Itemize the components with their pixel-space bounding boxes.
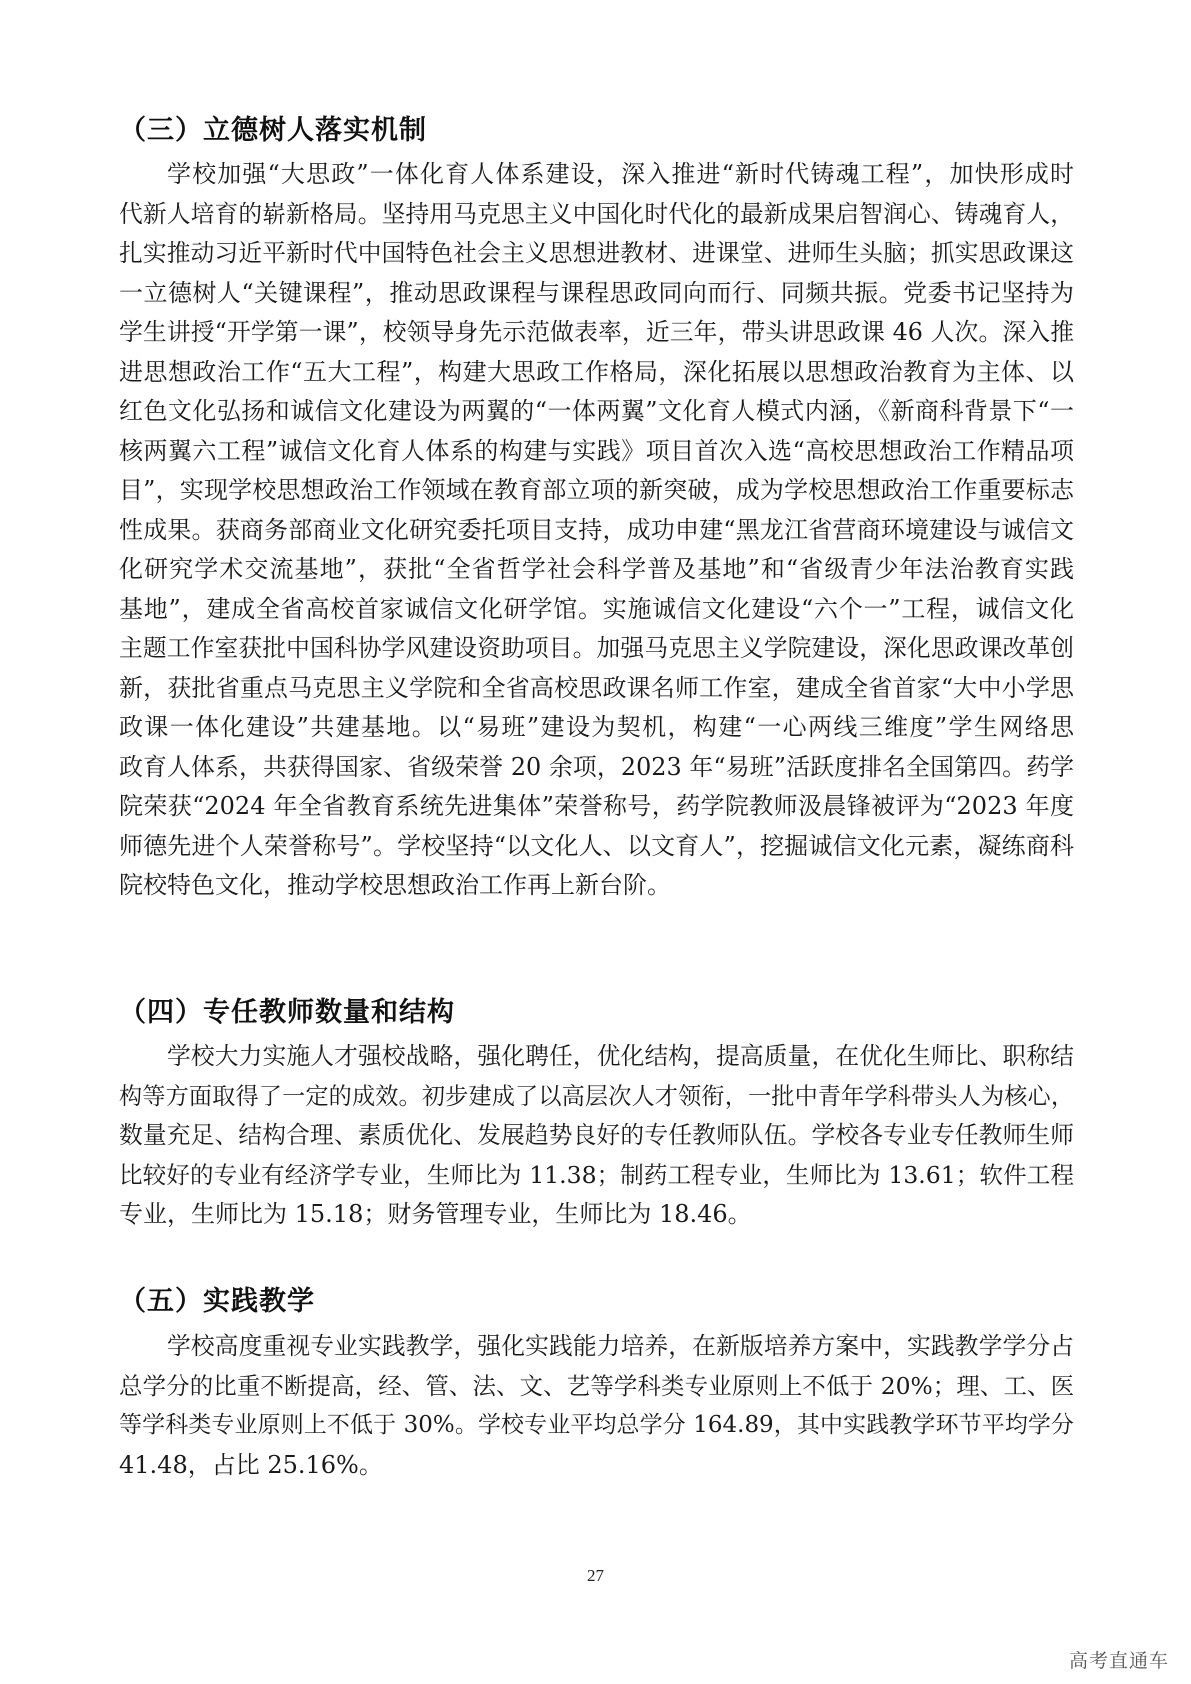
paragraph-line: 性成果。获商务部商业文化研究委托项目支持，成功申建“黑龙江省营商环境建设与诚信文 <box>119 515 1074 544</box>
paragraph-line: 比较好的专业有经济学专业，生师比为 11.38；制药工程专业，生师比为 13.61；软件工程 <box>119 1160 1074 1189</box>
paragraph-line: 师德先进个人荣誉称号”。学校坚持“以文化人、以文育人”，挖掘诚信文化元素，凝练商科 <box>119 831 1074 860</box>
section-heading-4: （四）专任教师数量和结构 <box>119 997 455 1028</box>
paragraph-line: 一立德树人“关键课程”，推动思政课程与课程思政同向而行、同频共振。党委书记坚持为 <box>119 278 1074 307</box>
paragraph-line: 构等方面取得了一定的成效。初步建成了以高层次人才领衔，一批中青年学科带头人为核心， <box>119 1082 1074 1110</box>
paragraph-line: 学校大力实施人才强校战略，强化聘任，优化结构，提高质量，在优化生师比、职称结 <box>167 1042 1074 1070</box>
section-heading-3: （三）立德树人落实机制 <box>119 115 427 146</box>
paragraph-line: 学校高度重视专业实践教学，强化实践能力培养，在新版培养方案中，实践教学学分占 <box>167 1332 1074 1360</box>
section-5-paragraph <box>119 1327 1074 1485</box>
paragraph-line: 代新人培育的崭新格局。坚持用马克思主义中国化时代化的最新成果启智润心、铸魂育人， <box>119 199 1074 228</box>
paragraph-line: 41.48，占比 25.16%。 <box>119 1450 383 1479</box>
section-3-paragraph <box>119 155 1074 906</box>
paragraph-line: 基地”，建成全省高校首家诚信文化研学馆。实施诚信文化建设“六个一”工程，诚信文化 <box>119 594 1074 623</box>
paragraph-line: 主题工作室获批中国科协学风建设资助项目。加强马克思主义学院建设，深化思政课改革创 <box>119 634 1074 662</box>
page-number: 27 <box>587 1566 604 1585</box>
paragraph-line: 政课一体化建设”共建基地。以“易班”建设为契机，构建“一心两线三维度”学生网络思 <box>119 713 1074 741</box>
paragraph-line: 红色文化弘扬和诚信文化建设为两翼的“一体两翼”文化育人模式内涵，《新商科背景下“一 <box>119 397 1074 425</box>
paragraph-line: 核两翼六工程”诚信文化育人体系的构建与实践》项目首次入选“高校思想政治工作精品项 <box>119 436 1074 465</box>
paragraph-line: 学校加强“大思政”一体化育人体系建设，深入推进“新时代铸魂工程”，加快形成时 <box>167 160 1074 188</box>
paragraph-line: 等学科类专业原则上不低于 30%。学校专业平均总学分 164.89，其中实践教学环节平均学分 <box>119 1412 1074 1438</box>
paragraph-line: 化研究学术交流基地”，获批“全省哲学社会科学普及基地”和“省级青少年法治教育实践 <box>119 555 1074 583</box>
paragraph-line: 目”，实现学校思想政治工作领域在教育部立项的新突破，成为学校思想政治工作重要标志 <box>119 476 1074 504</box>
watermark: 高考直通车 <box>1068 1650 1169 1672</box>
paragraph-line: 院校特色文化，推动学校思想政治工作再上新台阶。 <box>119 871 671 899</box>
paragraph-line: 总学分的比重不断提高，经、管、法、文、艺等学科类专业原则上不低于 20%；理、工、医 <box>119 1371 1074 1400</box>
paragraph-line: 学生讲授“开学第一课”，校领导身先示范做表率，近三年，带头讲思政课 46 人次。深入推 <box>119 318 1074 346</box>
paragraph-line: 专业，生师比为 15.18；财务管理专业，生师比为 18.46。 <box>119 1200 752 1228</box>
paragraph-line: 扎实推动习近平新时代中国特色社会主义思想进教材、进课堂、进师生头脑；抓实思政课这 <box>119 239 1074 267</box>
section-heading-5: （五）实践教学 <box>119 1286 315 1317</box>
paragraph-line: 政育人体系，共获得国家、省级荣誉 20 余项，2023 年“易班”活跃度排名全国第四。药学 <box>119 752 1074 781</box>
paragraph-line: 新，获批省重点马克思主义学院和全省高校思政课名师工作室，建成全省首家“大中小学思 <box>119 673 1074 702</box>
paragraph-line: 进思想政治工作“五大工程”，构建大思政工作格局，深化拓展以思想政治教育为主体、以 <box>119 357 1074 386</box>
section-4-paragraph <box>119 1037 1074 1235</box>
paragraph-line: 数量充足、结构合理、素质优化、发展趋势良好的专任教师队伍。学校各专业专任教师生师 <box>119 1121 1074 1149</box>
paragraph-line: 院荣获“2024 年全省教育系统先进集体”荣誉称号，药学院教师汲晨锋被评为“2023 年度 <box>119 792 1074 820</box>
